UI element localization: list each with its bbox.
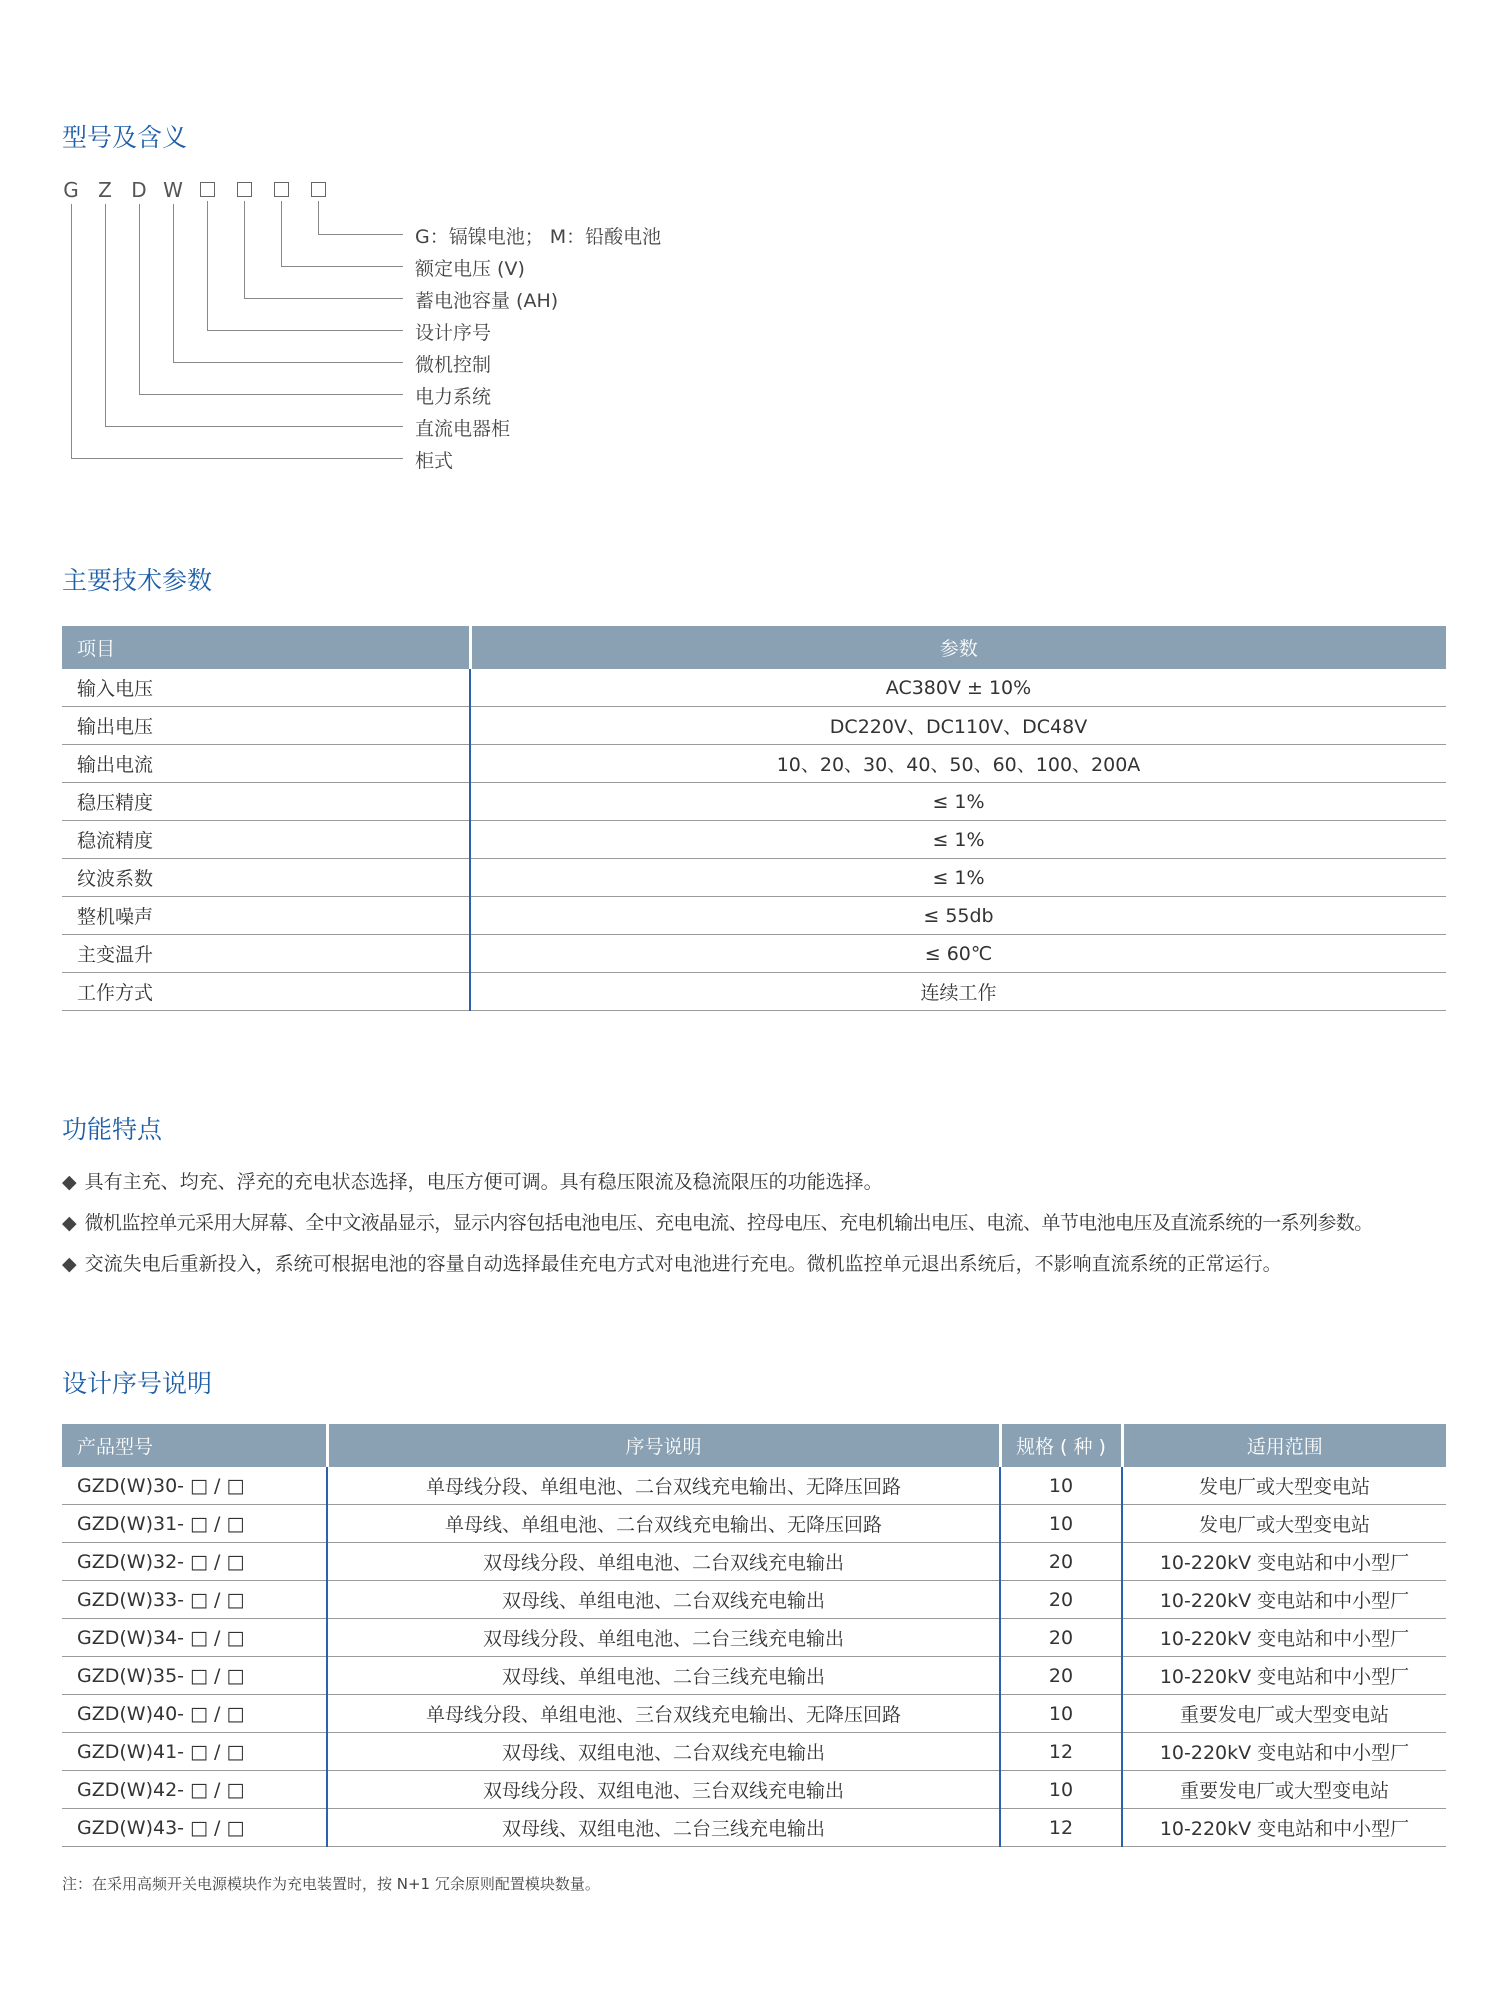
column-header-model: 产品型号 (62, 1424, 327, 1467)
table-row (62, 669, 1446, 707)
description-cell: 单母线分段、单组电池、三台双线充电输出、无降压回路 (327, 1695, 1000, 1733)
scope-cell: 发电厂或大型变电站 (1122, 1467, 1446, 1505)
param-value: 连续工作 (470, 973, 1446, 1011)
table-row (62, 897, 1446, 935)
code-letter-g: G (63, 178, 79, 202)
table-row (62, 1733, 1446, 1771)
column-header-item: 项目 (62, 626, 470, 669)
param-value: ≤ 1% (470, 859, 1446, 897)
code-letter-z: Z (98, 178, 112, 202)
feature-text: 微机监控单元采用大屏幕、全中文液晶显示，显示内容包括电池电压、充电电流、控母电压、充电机输出电压、电流、单节电池电压及直流系统的一系列参数。 (84, 1212, 1373, 1234)
table-row (62, 821, 1446, 859)
model-cell: GZD(W)32- □ / □ (62, 1543, 327, 1581)
scope-cell: 重要发电厂或大型变电站 (1122, 1771, 1446, 1809)
param-value: AC380V ± 10% (470, 669, 1446, 707)
table-row (62, 1505, 1446, 1543)
param-name: 主变温升 (62, 935, 470, 973)
scope-cell: 重要发电厂或大型变电站 (1122, 1695, 1446, 1733)
spec-count-cell: 20 (1000, 1619, 1122, 1657)
model-code-diagram (0, 0, 760, 480)
code-placeholder-box (311, 182, 326, 197)
connector-line (173, 362, 403, 363)
table-row (62, 1543, 1446, 1581)
model-cell: GZD(W)42- □ / □ (62, 1771, 327, 1809)
spec-count-cell: 20 (1000, 1657, 1122, 1695)
description-cell: 双母线、双组电池、二台双线充电输出 (327, 1733, 1000, 1771)
column-header-spec-count: 规格 ( 种 ) (1000, 1424, 1122, 1467)
connector-line (173, 204, 174, 362)
table-row (62, 935, 1446, 973)
table-row (62, 1657, 1446, 1695)
connector-line (207, 201, 208, 330)
scope-cell: 10-220kV 变电站和中小型厂 (1122, 1733, 1446, 1771)
model-label-battery-type: G：镉镍电池； M：铅酸电池 (415, 226, 662, 248)
table-row (62, 1771, 1446, 1809)
spec-count-cell: 12 (1000, 1809, 1122, 1847)
design-table (62, 1424, 1446, 1847)
param-name: 输入电压 (62, 669, 470, 707)
table-header-row (62, 626, 1446, 669)
table-row (62, 973, 1446, 1011)
feature-item (62, 1249, 1282, 1276)
scope-cell: 发电厂或大型变电站 (1122, 1505, 1446, 1543)
column-header-description: 序号说明 (327, 1424, 1000, 1467)
table-row (62, 745, 1446, 783)
model-label-design-no: 设计序号 (415, 322, 492, 344)
table-row (62, 1581, 1446, 1619)
table-row (62, 1809, 1446, 1847)
spec-count-cell: 10 (1000, 1505, 1122, 1543)
spec-count-cell: 10 (1000, 1695, 1122, 1733)
model-cell: GZD(W)35- □ / □ (62, 1657, 327, 1695)
code-letter-w: W (163, 178, 183, 202)
connector-line (318, 234, 403, 235)
model-cell: GZD(W)30- □ / □ (62, 1467, 327, 1505)
description-cell: 双母线分段、双组电池、三台双线充电输出 (327, 1771, 1000, 1809)
footnote: 注：在采用高频开关电源模块作为充电装置时，按 N+1 冗余原则配置模块数量。 (62, 1875, 600, 1893)
scope-cell: 10-220kV 变电站和中小型厂 (1122, 1809, 1446, 1847)
feature-item (62, 1208, 1373, 1235)
model-label-dc-cabinet: 直流电器柜 (415, 418, 511, 440)
connector-line (244, 298, 403, 299)
model-cell: GZD(W)40- □ / □ (62, 1695, 327, 1733)
diamond-bullet-icon: ◆ (62, 1171, 77, 1193)
connector-line (71, 204, 72, 458)
model-label-cabinet-type: 柜式 (415, 450, 454, 472)
description-cell: 双母线、单组电池、二台三线充电输出 (327, 1657, 1000, 1695)
param-name: 纹波系数 (62, 859, 470, 897)
connector-line (281, 266, 403, 267)
model-label-voltage: 额定电压 (V) (415, 258, 525, 280)
params-table (62, 626, 1446, 1011)
model-label-capacity: 蓄电池容量 (AH) (415, 290, 559, 312)
spec-count-cell: 10 (1000, 1771, 1122, 1809)
scope-cell: 10-220kV 变电站和中小型厂 (1122, 1581, 1446, 1619)
feature-text: 交流失电后重新投入，系统可根据电池的容量自动选择最佳充电方式对电池进行充电。微机监控单元退出系统后，不影响直流系统的正常运行。 (84, 1253, 1282, 1275)
feature-item (62, 1167, 883, 1194)
scope-cell: 10-220kV 变电站和中小型厂 (1122, 1543, 1446, 1581)
param-value: ≤ 55db (470, 897, 1446, 935)
table-row (62, 707, 1446, 745)
connector-line (281, 201, 282, 266)
param-name: 输出电流 (62, 745, 470, 783)
param-name: 稳压精度 (62, 783, 470, 821)
connector-line (71, 458, 403, 459)
spec-count-cell: 10 (1000, 1467, 1122, 1505)
model-cell: GZD(W)31- □ / □ (62, 1505, 327, 1543)
table-row (62, 859, 1446, 897)
connector-line (318, 201, 319, 234)
column-header-value: 参数 (470, 626, 1446, 669)
scope-cell: 10-220kV 变电站和中小型厂 (1122, 1657, 1446, 1695)
description-cell: 单母线、单组电池、二台双线充电输出、无降压回路 (327, 1505, 1000, 1543)
section-title-design: 设计序号说明 (62, 1369, 213, 1398)
description-cell: 双母线分段、单组电池、二台双线充电输出 (327, 1543, 1000, 1581)
code-placeholder-box (200, 182, 215, 197)
section-title-features: 功能特点 (62, 1115, 163, 1144)
connector-line (244, 201, 245, 298)
param-name: 输出电压 (62, 707, 470, 745)
spec-count-cell: 20 (1000, 1581, 1122, 1619)
param-name: 稳流精度 (62, 821, 470, 859)
model-cell: GZD(W)33- □ / □ (62, 1581, 327, 1619)
code-placeholder-box (237, 182, 252, 197)
param-value: DC220V、DC110V、DC48V (470, 707, 1446, 745)
param-name: 工作方式 (62, 973, 470, 1011)
column-header-scope: 适用范围 (1122, 1424, 1446, 1467)
description-cell: 双母线、双组电池、二台三线充电输出 (327, 1809, 1000, 1847)
connector-line (105, 204, 106, 426)
param-name: 整机噪声 (62, 897, 470, 935)
model-label-power-system: 电力系统 (415, 386, 492, 408)
section-title-model: 型号及含义 (62, 123, 188, 152)
diamond-bullet-icon: ◆ (62, 1253, 77, 1275)
description-cell: 单母线分段、单组电池、二台双线充电输出、无降压回路 (327, 1467, 1000, 1505)
connector-line (207, 330, 403, 331)
table-header-row (62, 1424, 1446, 1467)
code-placeholder-box (274, 182, 289, 197)
diamond-bullet-icon: ◆ (62, 1212, 77, 1234)
spec-count-cell: 12 (1000, 1733, 1122, 1771)
connector-line (139, 394, 403, 395)
model-label-microcomputer: 微机控制 (415, 354, 492, 376)
code-letter-d: D (131, 178, 147, 202)
model-cell: GZD(W)43- □ / □ (62, 1809, 327, 1847)
connector-line (139, 204, 140, 394)
table-row (62, 783, 1446, 821)
model-cell: GZD(W)34- □ / □ (62, 1619, 327, 1657)
param-value: ≤ 1% (470, 821, 1446, 859)
table-row (62, 1695, 1446, 1733)
description-cell: 双母线、单组电池、二台双线充电输出 (327, 1581, 1000, 1619)
description-cell: 双母线分段、单组电池、二台三线充电输出 (327, 1619, 1000, 1657)
table-row (62, 1467, 1446, 1505)
feature-text: 具有主充、均充、浮充的充电状态选择，电压方便可调。具有稳压限流及稳流限压的功能选择。 (84, 1171, 883, 1193)
scope-cell: 10-220kV 变电站和中小型厂 (1122, 1619, 1446, 1657)
param-value: 10、20、30、40、50、60、100、200A (470, 745, 1446, 783)
section-title-params: 主要技术参数 (62, 566, 213, 595)
table-row (62, 1619, 1446, 1657)
spec-count-cell: 20 (1000, 1543, 1122, 1581)
connector-line (105, 426, 403, 427)
param-value: ≤ 1% (470, 783, 1446, 821)
model-cell: GZD(W)41- □ / □ (62, 1733, 327, 1771)
param-value: ≤ 60℃ (470, 935, 1446, 973)
